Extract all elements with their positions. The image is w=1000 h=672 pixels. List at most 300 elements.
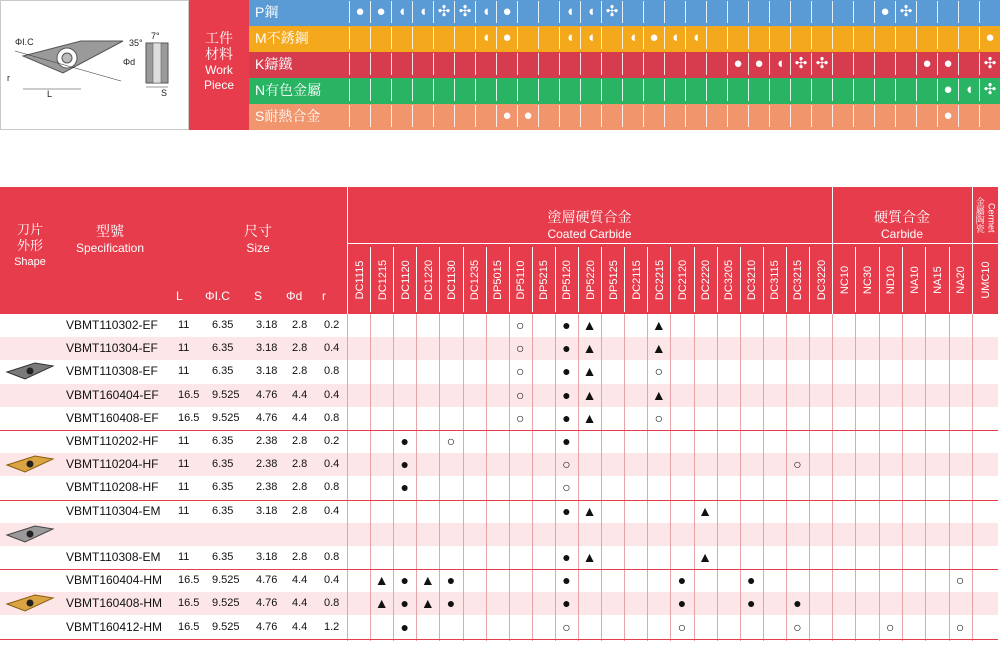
dimension-header: Φd [286,289,303,303]
material-suitability-cell [811,27,832,49]
dimension-cell: 0.8 [324,365,340,378]
material-suitability-cell [580,53,601,75]
material-suitability-cell [580,105,601,127]
grade-name: UMC10 [980,260,992,299]
material-suitability-cell [685,79,706,101]
dimension-cell: 4.4 [292,388,308,401]
table-row [0,314,998,337]
material-suitability-cell [769,105,790,127]
material-suitability-cell [622,53,643,75]
dimension-cell: 0.8 [324,551,340,563]
material-suitability-cell [370,27,391,49]
material-suitability-cell [853,79,874,101]
suitability-icon: ● [502,107,512,124]
dimension-header: r [322,289,326,303]
dimension-cell: 11 [178,481,190,494]
grid-line [578,314,579,641]
material-suitability-cell [895,27,916,49]
dimension-cell: 1.2 [324,620,340,633]
dimension-cell: 6.35 [212,551,234,563]
grade-recommendation-icon: ● [400,618,409,635]
material-suitability-cell [748,27,769,49]
material-suitability-cell [391,1,412,23]
material-suitability-cell [391,53,412,75]
material-name: S耐熱合金 [255,108,321,124]
material-suitability-cell [769,27,790,49]
material-suitability-cell [643,105,664,127]
grade-column-header [532,247,556,312]
grade-recommendation-icon: ○ [516,317,525,333]
grade-column-header [486,247,510,312]
material-suitability-cell [538,79,559,101]
dimension-cell: 16.5 [178,620,200,633]
material-suitability-cell [664,53,685,75]
material-suitability-cell [916,79,937,101]
material-suitability-cell [559,105,580,127]
suitability-icon: ✣ [437,3,451,20]
material-name: M不銹鋼 [255,30,309,46]
grid-line [624,314,625,641]
table-row [0,360,998,383]
table-row [0,616,998,639]
dimension-cell: 0.8 [324,481,340,494]
material-suitability-cell [727,27,748,49]
suitability-icon: ◖ [565,3,575,20]
material-suitability-cell [811,79,832,101]
dimension-cell: 6.35 [212,365,234,378]
suitability-icon: ✣ [815,55,829,72]
material-suitability-cell [727,105,748,127]
material-suitability-cell [769,1,790,23]
dimension-cell: 3.18 [256,319,278,331]
grade-column-header [740,247,764,312]
material-row [249,26,1000,52]
material-suitability-cell [601,27,622,49]
suitability-icon: ● [523,107,533,124]
material-suitability-cell [748,79,769,101]
cermet-zh: 金屬陶瓷 [974,197,985,233]
spec-cell: VBMT160404-HM [66,573,163,588]
grid-line [925,314,926,641]
material-suitability-cell [517,1,538,23]
grade-recommendation-icon: ● [562,409,571,426]
material-suitability-cell [580,27,601,49]
svg-text:S: S [161,88,168,98]
material-suitability-cell [832,1,853,23]
dimension-cell: 6.35 [212,504,234,517]
material-suitability-cell [937,79,958,101]
material-suitability-cell [622,79,643,101]
material-suitability-cell [832,105,853,127]
table-header [0,187,998,314]
grid-line [717,314,718,641]
grade-column-header [879,247,903,312]
grid-line [694,314,695,641]
dimension-cell: 6.35 [212,342,234,355]
grid-line [832,314,833,641]
material-suitability-cell [895,1,916,23]
grade-recommendation-icon: ○ [562,479,571,496]
grade-column-header [972,247,999,312]
grade-name: NC10 [838,265,851,294]
material-suitability-cell [790,105,811,127]
material-suitability-cell [685,1,706,23]
material-suitability-cell [643,1,664,23]
grade-column-header [393,247,417,312]
grade-recommendation-icon: ▲ [582,409,597,426]
material-suitability-cell [874,105,895,127]
dimension-cell: 11 [178,504,190,517]
material-suitability-cell [811,53,832,75]
material-suitability-cell [454,105,475,127]
material-suitability-cell [916,105,937,127]
grid-line [949,314,950,641]
material-suitability-cell [559,27,580,49]
material-suitability-cell [895,105,916,127]
dimension-cell: 16.5 [178,388,200,401]
dimension-cell: 2.8 [292,365,308,378]
dimension-cell: 3.18 [256,551,278,563]
grade-column-header [786,247,810,312]
svg-text:7°: 7° [151,31,160,41]
material-suitability-cell [895,53,916,75]
grade-name: DC3220 [815,259,828,300]
material-suitability-cell [874,53,895,75]
material-suitability-cell [433,27,454,49]
grade-column-header [624,247,648,312]
dimension-cell: 11 [178,458,190,471]
material-suitability-cell [601,1,622,23]
grade-name: DC3115 [769,259,782,300]
dimension-cell: 4.76 [256,620,278,633]
material-suitability-cell [412,1,433,23]
material-suitability-cell [391,105,412,127]
material-row [249,52,1000,78]
workpiece-material-legend [0,0,1000,132]
table-row [0,500,998,523]
material-suitability-cell [727,1,748,23]
suitability-icon: ● [502,29,512,46]
grade-name: DC3205 [723,259,736,300]
grade-recommendation-icon: ● [562,502,571,519]
grid-line [786,314,787,641]
material-suitability-cell [895,79,916,101]
suitability-icon: ✣ [899,3,913,20]
dimension-cell: 0.8 [324,597,340,610]
dimension-cell: 2.38 [256,481,278,494]
material-suitability-cell [706,27,727,49]
grade-recommendation-icon: ▲ [582,549,597,565]
cermet-header [972,197,998,235]
dimension-cell: 11 [178,319,190,331]
suitability-icon: ◖ [775,55,785,72]
grade-name: DC2115 [630,259,643,300]
material-suitability-cell [727,53,748,75]
grade-name: DC2215 [653,259,666,300]
grade-recommendation-icon: ● [400,572,409,589]
grade-recommendation-icon: ○ [677,618,687,635]
material-suitability-cell [664,27,685,49]
grade-recommendation-icon: ○ [886,618,895,635]
spec-cell: VBMT160412-HM [66,619,163,634]
material-suitability-cell [811,105,832,127]
material-suitability-cell [454,1,475,23]
dimension-cell: 6.35 [212,435,234,447]
grade-column-header [832,247,856,312]
dimension-header: L [176,289,183,303]
dimension-cell: 0.8 [324,411,340,424]
material-suitability-cell [874,1,895,23]
grade-column-header [555,247,579,312]
insert-shape-icon [5,360,55,382]
dimension-cell: 4.76 [256,411,278,424]
carbide-zh: 硬質合金 [874,209,930,225]
spec-cell: VBMT110308-EM [66,550,161,564]
material-suitability-cell [538,27,559,49]
suitability-icon: ◖ [586,3,596,20]
material-suitability-cell [706,53,727,75]
material-suitability-cell [580,1,601,23]
grade-name: DC1220 [422,259,435,300]
grid-line [879,314,880,641]
spec-zh: 型號 [96,223,124,239]
table-row [0,407,998,430]
suitability-icon: ● [985,29,995,46]
dimension-cell: 4.4 [292,574,308,587]
grade-column-header [855,247,879,312]
grade-column-header [578,247,602,312]
grade-column-header [347,247,371,312]
svg-text:Φd: Φd [123,57,136,67]
table-row [0,523,998,546]
dimension-cell: 2.8 [292,504,308,517]
material-suitability-cell [412,53,433,75]
material-suitability-cell [790,1,811,23]
material-suitability-cell [370,1,391,23]
material-suitability-cell [643,53,664,75]
grade-name: DC1120 [399,259,412,300]
grade-name: NA10 [908,265,921,294]
coated-zh: 塗層硬質合金 [547,209,632,225]
material-suitability-cell [601,53,622,75]
grade-column-header [370,247,394,312]
grade-recommendation-icon: ▲ [582,340,597,357]
grade-name: DP5125 [607,259,620,300]
material-suitability-cell [475,27,496,49]
spec-cell: VBMT110304-EM [66,503,161,518]
grade-recommendation-icon: ○ [516,340,525,357]
dimension-cell: 11 [178,435,190,447]
material-suitability-cell [580,79,601,101]
insert-diagram-icon [1,1,188,129]
grade-recommendation-icon: ● [400,433,409,449]
material-suitability-cell [979,105,1000,127]
material-suitability-cell [412,79,433,101]
grade-column-header [717,247,741,312]
grade-recommendation-icon: ○ [793,456,802,473]
dimension-cell: 4.76 [256,574,278,587]
grade-recommendation-icon: ○ [955,618,965,635]
grade-name: DC3210 [746,259,759,300]
svg-text:L: L [47,89,53,99]
dimension-cell: 0.2 [324,435,340,447]
dimension-cell: 0.4 [324,458,340,471]
suitability-icon: ✣ [605,3,619,20]
material-suitability-cell [979,27,1000,49]
material-suitability-cell [349,27,370,49]
suitability-icon: ● [733,55,743,72]
suitability-icon: ◖ [418,3,428,20]
grade-recommendation-icon: ○ [446,433,456,449]
grade-recommendation-icon: ▲ [651,386,666,403]
spec-cell: VBMT160408-HM [66,596,163,611]
grade-recommendation-icon: ▲ [374,572,389,589]
grade-recommendation-icon: ○ [562,618,571,635]
grade-recommendation-icon: ○ [516,409,525,426]
material-suitability-cell [622,105,643,127]
grade-recommendation-icon: ○ [654,363,664,380]
material-suitability-cell [433,53,454,75]
suitability-icon: ✣ [983,81,997,98]
suitability-icon: ● [502,3,512,20]
grid-line [393,314,394,641]
suitability-icon: ✣ [794,55,808,72]
grade-recommendation-icon: ● [562,317,571,333]
material-suitability-cell [349,79,370,101]
carbide-header [832,207,972,241]
dimension-cell: 2.38 [256,458,278,471]
table-row [0,430,998,453]
material-suitability-cell [601,79,622,101]
suitability-icon: ● [943,55,953,72]
material-suitability-cell [496,53,517,75]
material-suitability-cell [853,105,874,127]
material-suitability-cell [706,105,727,127]
grade-name: DC1115 [353,260,366,299]
workpiece-en-1: Work [205,63,233,77]
insert-shape-icon [5,453,55,475]
grade-name: NA15 [931,265,944,294]
svg-text:r: r [7,73,10,83]
grid-line [972,314,973,641]
material-name: P鋼 [255,4,279,20]
grade-name: ND10 [885,265,898,294]
table-row [0,453,998,476]
dimension-cell: 4.4 [292,620,308,633]
dimension-cell: 2.8 [292,342,308,355]
suitability-icon: ✣ [983,55,997,72]
grade-recommendation-icon: ● [562,595,571,612]
dimension-header: S [254,289,263,303]
grade-name: DP5220 [584,259,597,300]
material-suitability-cell [517,79,538,101]
grade-recommendation-icon: ● [400,456,409,473]
grade-recommendation-icon: ● [562,386,571,403]
material-suitability-cell [454,53,475,75]
table-row [0,384,998,407]
grid-line [347,314,348,641]
material-suitability-cell [916,1,937,23]
material-suitability-cell [706,79,727,101]
dimension-cell: 11 [178,342,190,355]
grid-line [809,314,810,641]
dimension-cell: 16.5 [178,574,200,587]
spec-cell: VBMT160404-EF [66,387,159,402]
dimension-cell: 2.8 [292,319,308,331]
grade-name: DC2220 [700,259,713,300]
material-suitability-cell [811,1,832,23]
dimension-cell: 3.18 [256,365,278,378]
suitability-icon: ◖ [628,29,638,46]
workpiece-zh-2: 材料 [205,46,233,62]
dimension-cell: 0.4 [324,504,340,517]
material-suitability-cell [664,1,685,23]
suitability-icon: ● [649,29,659,46]
material-suitability-cell [370,105,391,127]
shape-zh-1: 刀片 [16,222,43,237]
dimension-cell: 6.35 [212,458,234,471]
size-zh: 尺寸 [244,223,272,239]
grid-line [647,314,648,641]
grade-recommendation-icon: ● [446,572,456,589]
material-suitability-cell [643,79,664,101]
grade-recommendation-icon: ▲ [651,340,666,357]
material-suitability-cell [979,79,1000,101]
dimension-cell: 0.4 [324,574,340,587]
shape-zh-2: 外形 [16,238,43,253]
dimension-cell: 16.5 [178,411,200,424]
dimension-cell: 11 [178,365,190,378]
material-suitability-cell [874,27,895,49]
suitability-icon: ◖ [481,3,491,20]
material-suitability-cell [496,79,517,101]
material-suitability-cell [538,1,559,23]
table-row [0,569,998,592]
material-suitability-cell [685,105,706,127]
material-suitability-cell [832,79,853,101]
grade-name: DP5215 [538,259,551,300]
spec-cell: VBMT110204-HF [66,457,159,472]
material-suitability-cell [559,1,580,23]
group-divider [0,500,998,501]
table-row [0,476,998,499]
material-suitability-cell [937,27,958,49]
material-suitability-cell [517,27,538,49]
material-suitability-cell [685,27,706,49]
grade-name: DP5120 [561,259,574,300]
grade-column-header [902,247,926,312]
svg-text:ΦI.C: ΦI.C [15,37,34,47]
suitability-icon: ● [754,55,764,72]
material-suitability-cell [832,27,853,49]
grade-name: DC1130 [445,259,458,300]
dimension-cell: 9.525 [212,620,240,633]
grade-column-header [670,247,694,312]
grade-recommendation-icon: ● [446,595,456,612]
suitability-icon: ● [376,3,386,20]
spec-cell: VBMT110308-EF [66,364,158,379]
size-en: Size [246,241,270,255]
carbide-en: Carbide [880,227,924,241]
dimension-cell: 9.525 [212,597,240,610]
suitability-icon: ◖ [964,81,974,98]
grade-recommendation-icon: ● [793,595,802,612]
dimension-cell: 2.8 [292,458,308,471]
dimension-header: ΦI.C [205,289,230,303]
material-suitability-cell [853,53,874,75]
material-suitability-cell [916,53,937,75]
svg-text:35°: 35° [129,38,143,48]
